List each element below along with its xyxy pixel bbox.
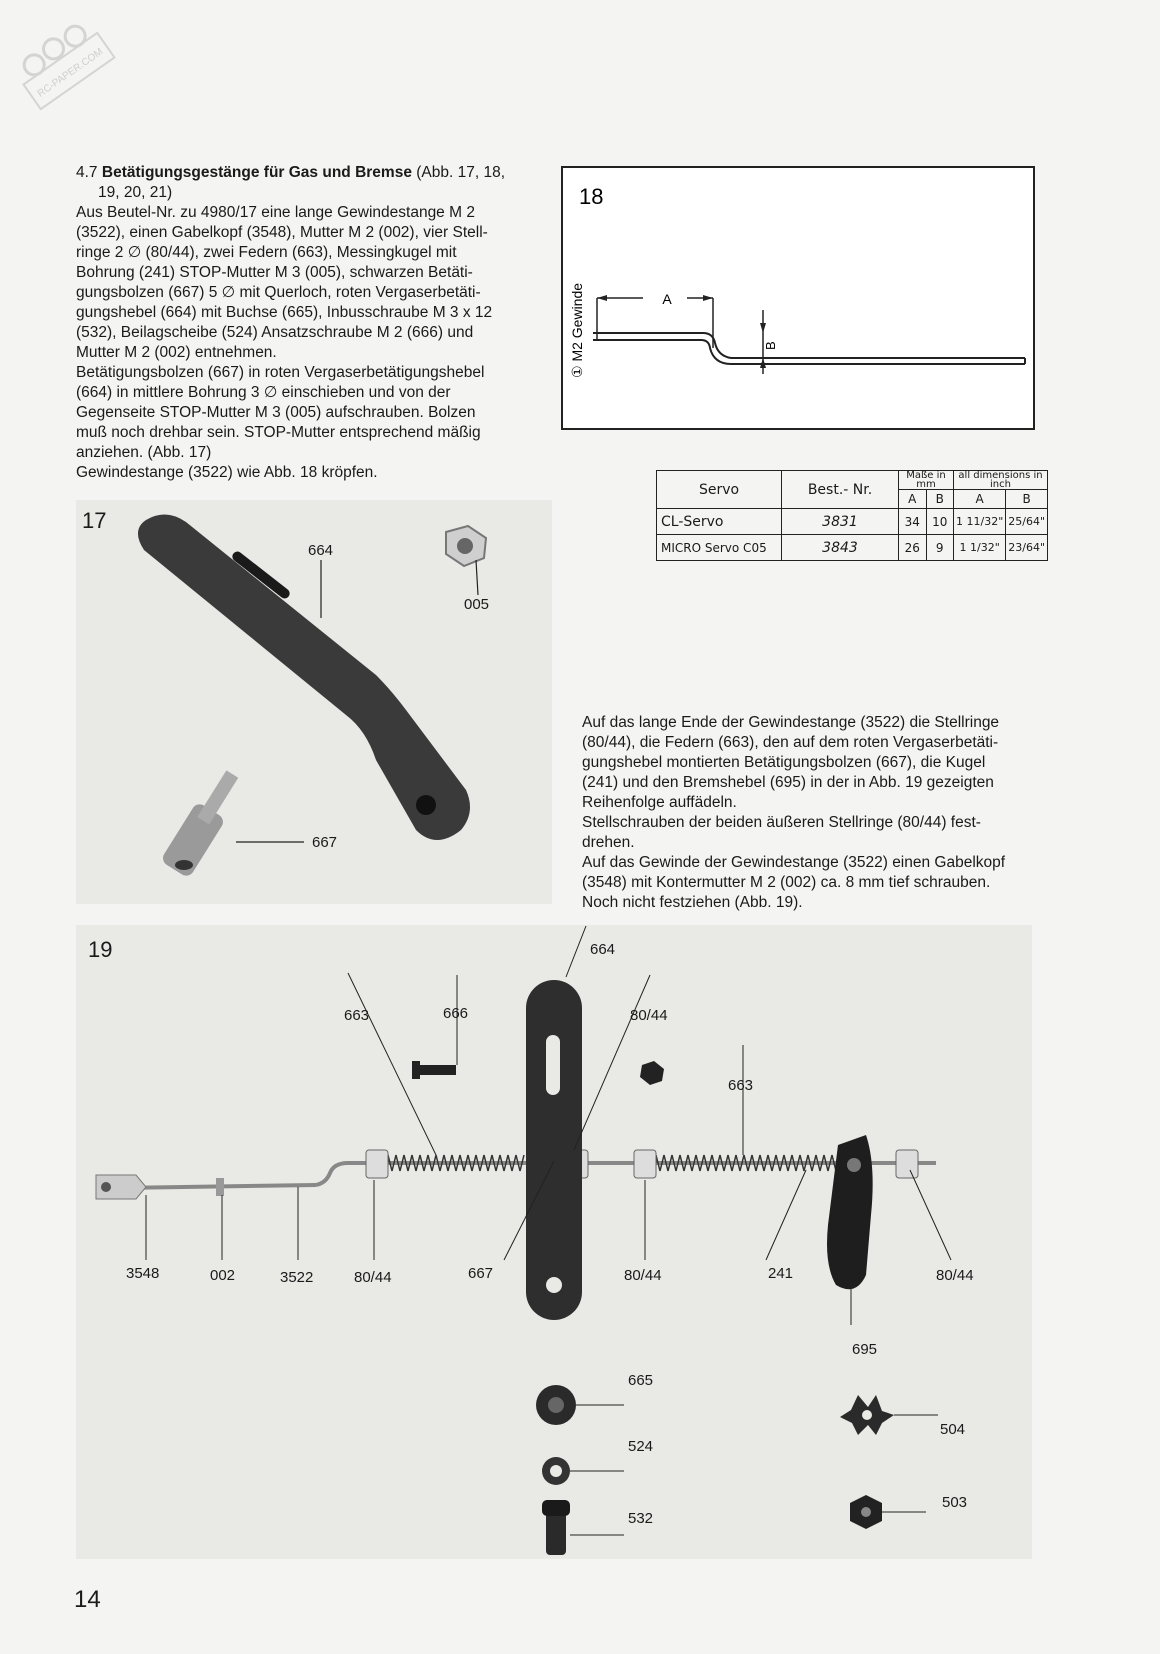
section-title-ref: (Abb. 17, 18, [416,164,506,181]
figure-18-vertical-label: ① M2 Gewinde [569,282,585,378]
text-line: gungshebel montierten Betätigungsbolzen (667), die Kugel [582,754,986,771]
paragraph-assembly-19 [582,713,1032,913]
paragraph-parts-list [76,203,526,363]
watermark-logo [14,16,124,126]
th-a-in: A [954,490,1006,509]
th-b-mm: B [926,490,954,509]
text-line: (241) und den Bremshebel (695) in der in Abb. 19 gezeigten [582,774,994,791]
text-line: Auf das Gewinde der Gewindestange (3522) einen Gabelkopf [582,854,1006,871]
text-line: drehen. [582,834,635,851]
figure-17-number: 17 [82,508,107,533]
label-241: 241 [768,1265,794,1282]
th-inch: all dimensions in inch [954,471,1048,490]
label-504: 504 [940,1421,966,1438]
label-665: 665 [628,1372,654,1389]
text-line: Betätigungsbolzen (667) in roten Vergaserbetätigungshebel [76,364,485,381]
text-line: (532), Beilagscheibe (524) Ansatzschraube M 2 (666) und [76,324,474,341]
section-number: 4.7 [76,164,98,181]
text-line: (664) in mittlere Bohrung 3 ∅ einschieben und von der [76,384,451,401]
label-664: 664 [590,941,616,958]
label-524: 524 [628,1438,654,1455]
label-667: 667 [312,834,338,851]
text-line: Auf das lange Ende der Gewindestange (3522) die Stellringe [582,714,1000,731]
label-695: 695 [852,1341,878,1358]
label-503: 503 [942,1494,968,1511]
label-002: 002 [210,1267,236,1284]
text-line: gungshebel (664) mit Buchse (665), Inbusschraube M 3 x 12 [76,304,493,321]
label-80-44: 80/44 [630,1007,668,1024]
label-663: 663 [344,1007,370,1024]
figure-19-photo [76,925,1032,1559]
watermark-text: RC-PAPER.COM [35,46,106,100]
text-line: anziehen. (Abb. 17) [76,444,212,461]
th-bestnr: Best.- Nr. [782,471,899,509]
text-line: (80/44), die Federn (663), den auf dem roten Vergaserbetäti- [582,734,999,751]
text-line: (3522), einen Gabelkopf (3548), Mutter M 2 (002), vier Stell- [76,224,488,241]
text-line: muß noch drehbar sein. STOP-Mutter entsprechend mäßig [76,424,481,441]
th-a-mm: A [899,490,927,509]
text-line: Gegenseite STOP-Mutter M 3 (005) aufschrauben. Bolzen [76,404,476,421]
text-line: Reihenfolge auffädeln. [582,794,737,811]
section-heading [76,163,526,183]
text-line: Noch nicht festziehen (Abb. 19). [582,894,803,911]
table-row: CL-Servo 3831 34 10 1 11/32" 25/64" [657,509,1048,535]
text-line: (3548) mit Kontermutter M 2 (002) ca. 8 mm tief schrauben. [582,874,991,891]
text-line: Mutter M 2 (002) entnehmen. [76,344,277,361]
label-005: 005 [464,596,490,613]
paragraph-assembly-17 [76,363,526,483]
label-3522: 3522 [280,1269,314,1286]
intro-text [76,163,526,483]
text-line: Gewindestange (3522) wie Abb. 18 kröpfen. [76,464,378,481]
label-80-44: 80/44 [624,1267,662,1284]
label-3548: 3548 [126,1265,160,1282]
dimension-b: B [763,341,778,350]
label-80-44: 80/44 [936,1267,974,1284]
label-664: 664 [308,542,334,559]
text-line: gungsbolzen (667) 5 ∅ mit Querloch, roten Vergaserbetäti- [76,284,481,301]
figure-17-photo [76,500,552,904]
text-line: Bohrung (241) STOP-Mutter M 3 (005), schwarzen Betäti- [76,264,473,281]
th-b-in: B [1006,490,1048,509]
section-title: Betätigungsgestänge für Gas und Bremse [101,164,412,181]
label-80-44: 80/44 [354,1269,392,1286]
label-663: 663 [728,1077,754,1094]
dimension-a: A [662,291,672,307]
label-532: 532 [628,1510,654,1527]
label-667: 667 [468,1265,494,1282]
figure-19-number: 19 [88,937,113,962]
figure-18-number: 18 [579,184,604,209]
table-row: MICRO Servo C05 3843 26 9 1 1/32" 23/64" [657,535,1048,561]
text-line: Stellschrauben der beiden äußeren Stellringe (80/44) fest- [582,814,981,831]
figure-18 [561,166,1035,430]
th-mm: Maße in mm [899,471,954,490]
page-number: 14 [74,1586,101,1613]
text-line: Aus Beutel-Nr. zu 4980/17 eine lange Gewindestange M 2 [76,204,475,221]
text-line: ringe 2 ∅ (80/44), zwei Federn (663), Messingkugel mit [76,244,457,261]
th-servo: Servo [657,471,782,509]
servo-dimension-table [656,470,1048,561]
label-666: 666 [443,1005,469,1022]
section-title-ref2: 19, 20, 21) [98,184,173,201]
